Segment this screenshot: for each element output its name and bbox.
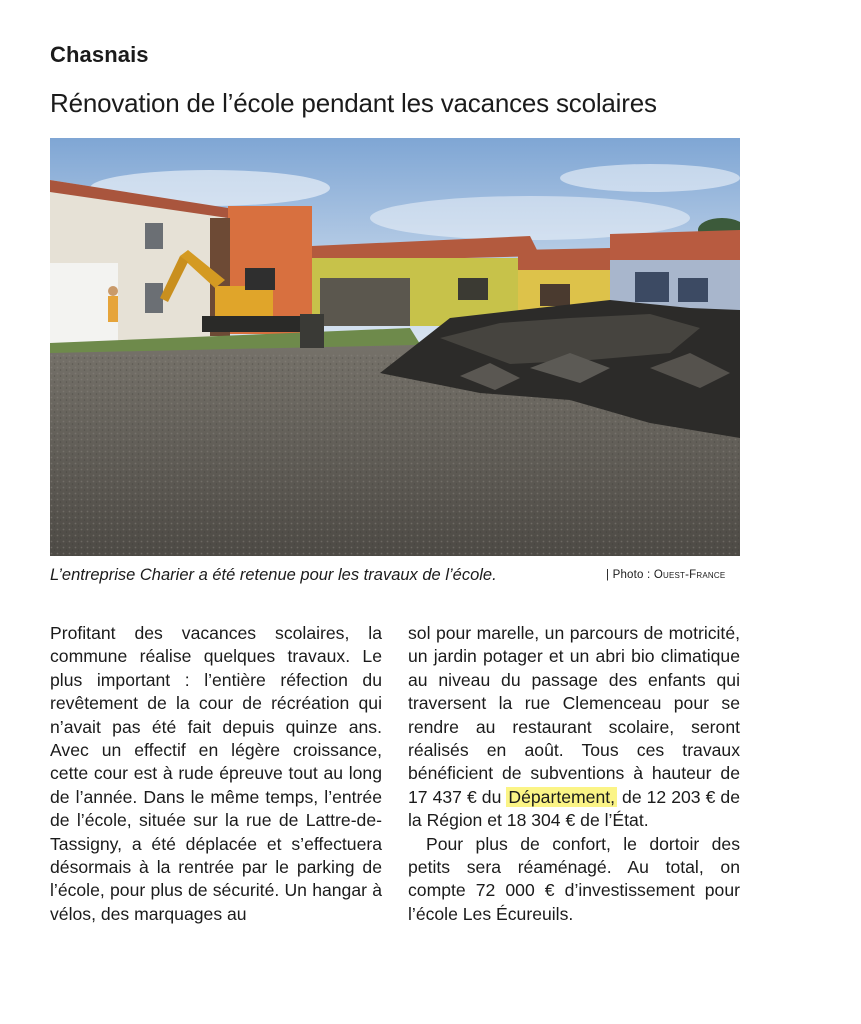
photo-credit-source: Ouest-France: [653, 569, 726, 581]
photo-credit-prefix: | Photo :: [606, 569, 654, 581]
article-kicker: Chasnais: [50, 42, 149, 67]
article-headline: Rénovation de l’école pendant les vacances scolaires: [50, 88, 657, 118]
article-paragraph: Profitant des vacances scolaires, la commune réalise quelques travaux. Le plus important : l’entière réfection du revêtement de la cour de récréation qui n’avait pas été fait depuis quinze ans. Avec un effectif en légère croissance, cette cour est à rude épreuve tout au long de l’année. Dans le même temps, l’entrée de l’école, située sur la rue de Lattre-de-Tassigny, a été déplacée et s’effectuera désormais à la rentrée par le parking de l’école, pour plus de sécurité. Un hangar à vélos, des marquages au: [50, 623, 382, 924]
photo-caption: L’entreprise Charier a été retenue pour les travaux de l’école.: [50, 566, 497, 584]
paragraph-text: de 12 203 € de la Région et 18 304 € de l’État.: [408, 786, 740, 831]
article-column-1: [50, 622, 382, 926]
article-column-2: [408, 622, 740, 926]
article-photo: [50, 138, 740, 556]
article-paragraph: [408, 622, 740, 833]
paragraph-text: sol pour marelle, un parcours de motricité, un jardin potager et un abri bio climatique au niveau du passage des enfants qui traversent la rue Clemenceau pour se rendre au restaurant scolaire, seront réalisés en août. Tous ces travaux bénéficient de subventions à hauteur de 17 437 € du: [408, 623, 740, 807]
photo-credit: [606, 569, 725, 581]
highlighted-text: Département,: [508, 786, 615, 807]
article-paragraph: Pour plus de confort, le dortoir des petits sera réaménagé. Au total, on compte 72 000 € d’investissement pour l’école Les Écureuils.: [408, 833, 740, 924]
